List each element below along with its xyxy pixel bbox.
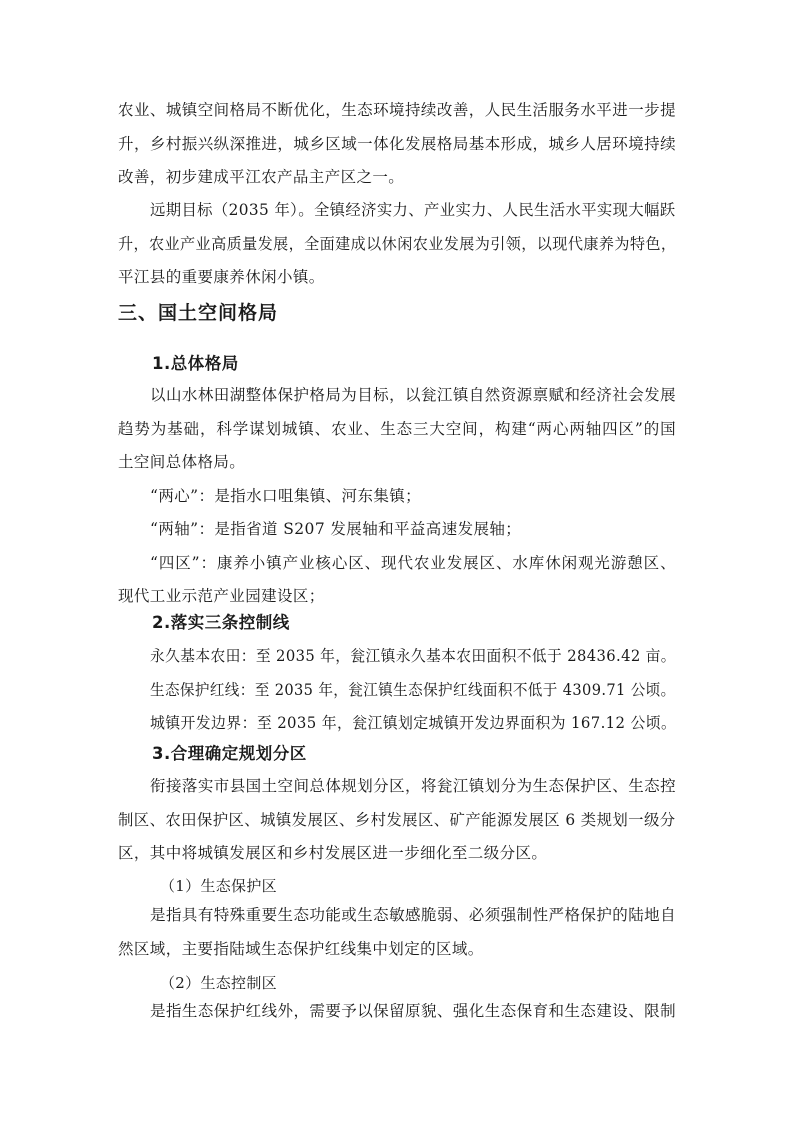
paragraph-planning-zones [118, 770, 676, 871]
zone-heading-eco-protection: （1）生态保护区 [160, 877, 277, 895]
paragraph-eco-protection [118, 899, 676, 966]
text-line: 以山水林田湖整体保护格局为目标，以瓮江镇自然资源禀赋和经济社会发展 [150, 386, 676, 404]
paragraph-overall-pattern [118, 379, 676, 614]
text-line: 是指具有特殊重要生态功能或生态敏感脆弱、必须强制性严格保护的陆地自 [150, 906, 676, 924]
text-line: 区，其中将城镇发展区和乡村发展区进一步细化至二级分区。 [118, 844, 548, 862]
urban-boundary-line: 城镇开发边界：至 2035 年，瓮江镇划定城镇开发边界面积为 167.12 公顷。 [150, 714, 677, 732]
text-line: 趋势为基础，科学谋划城镇、农业、生态三大空间，构建“两心两轴四区”的国 [118, 419, 676, 438]
text-line: 远期目标（2035 年）。全镇经济实力、产业实力、人民生活水平实现大幅跃 [150, 201, 676, 219]
subsection-heading-planning-zones: 3.合理确定规划分区 [152, 744, 307, 763]
paragraph-long-term-goal [118, 194, 676, 295]
subsection-heading-control-lines: 2.落实三条控制线 [152, 613, 290, 632]
text-line: 升，农业产业高质量发展，全面建成以休闲农业发展为引领，以现代康养为特色， [118, 234, 677, 253]
text-line: 农业、城镇空间格局不断优化，生态环境持续改善，人民生活服务水平进一步提 [118, 101, 676, 119]
liangzhou-line: “两轴”：是指省道 S207 发展轴和平益高速发展轴； [150, 520, 522, 538]
subsection-heading-overall-pattern: 1.总体格局 [152, 354, 239, 373]
eco-redline-line: 生态保护红线：至 2035 年，瓮江镇生态保护红线面积不低于 4309.71 公顷。 [150, 680, 676, 699]
text-line: 平江县的重要康养休闲小镇。 [118, 268, 325, 286]
liangxin-line: “两心”：是指水口咀集镇、河东集镇； [150, 486, 422, 505]
section-heading: 三、国土空间格局 [118, 302, 279, 324]
zone-heading-eco-control: （2）生态控制区 [160, 974, 277, 992]
text-line: 升，乡村振兴纵深推进，城乡区域一体化发展格局基本形成，城乡人居环境持续 [118, 134, 676, 153]
paragraph-control-lines [118, 640, 676, 741]
permanent-farmland-line: 永久基本农田：至 2035 年，瓮江镇永久基本农田面积不低于 28436.42 亩。 [150, 647, 676, 665]
text-line: 然区域，主要指陆域生态保护红线集中划定的区域。 [118, 939, 484, 958]
text-line: 改善，初步建成平江农产品主产区之一。 [118, 168, 405, 186]
siqu-line: “四区”：康养小镇产业核心区、现代农业发展区、水库休闲观光游憩区、 [150, 553, 676, 572]
paragraph-eco-control [118, 995, 676, 1029]
text-line: 土空间总体格局。 [118, 453, 246, 471]
text-line: 衔接落实市县国土空间总体规划分区，将瓮江镇划分为生态保护区、生态控 [150, 777, 676, 795]
siqu-line: 现代工业示范产业园建设区； [118, 587, 325, 605]
text-line: 是指生态保护红线外，需要予以保留原貌、强化生态保育和生态建设、限制 [150, 1002, 676, 1020]
paragraph-near-term-goal [118, 94, 676, 195]
text-line: 制区、农田保护区、城镇发展区、乡村发展区、矿产能源发展区 6 类规划一级分 [118, 810, 676, 829]
